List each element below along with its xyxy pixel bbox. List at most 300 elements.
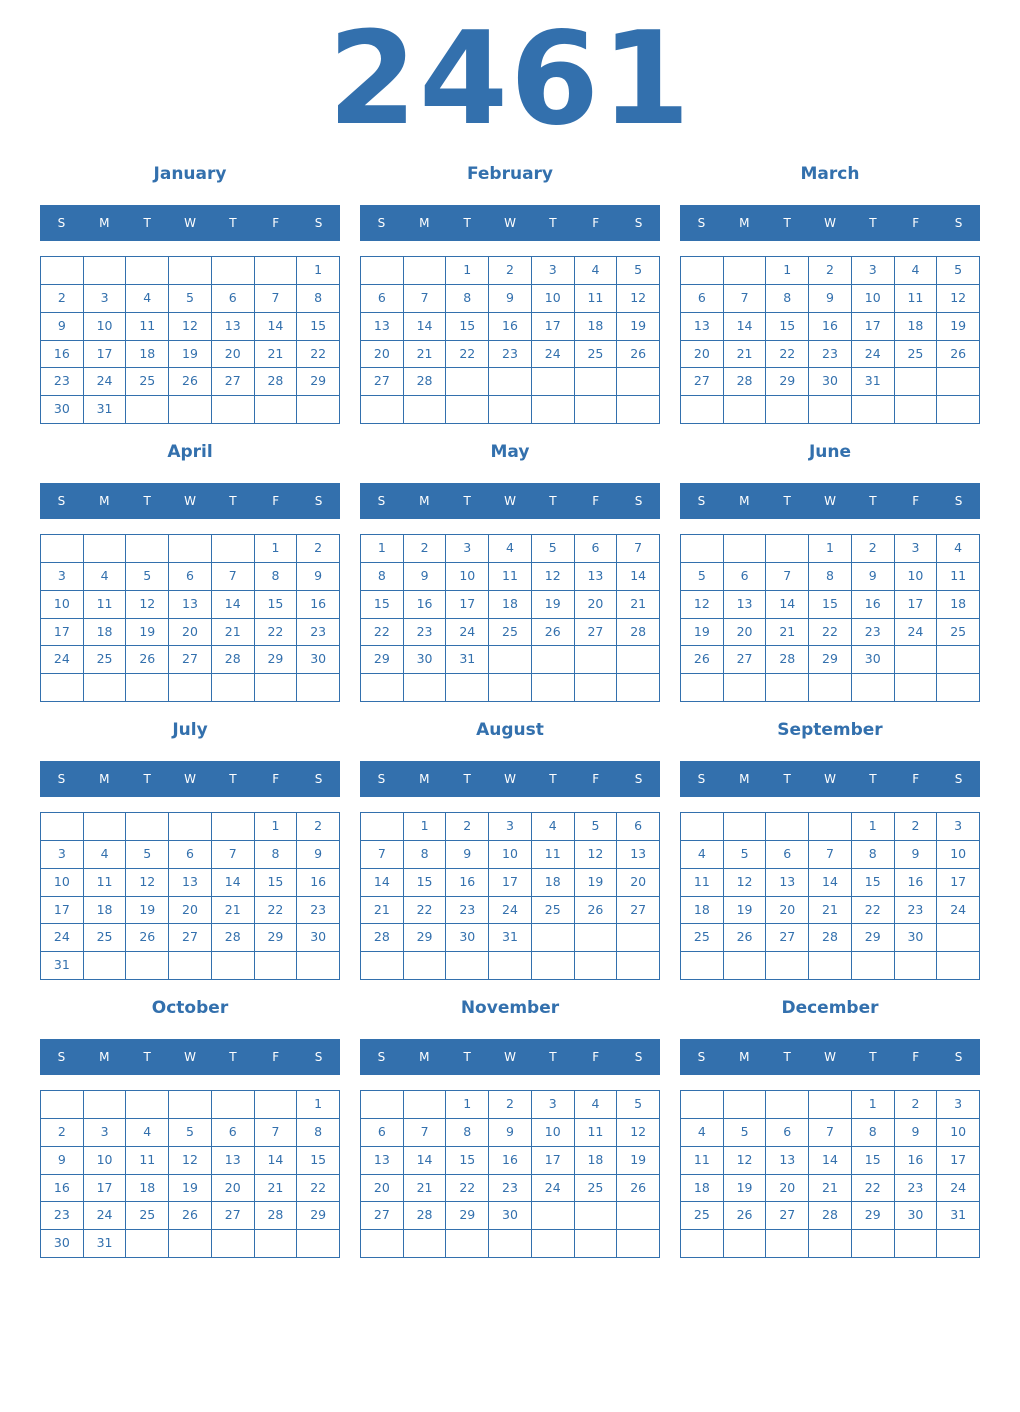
day-cell: 5: [126, 841, 169, 869]
day-cell: 22: [446, 341, 489, 369]
weekday-label: T: [229, 216, 237, 230]
day-cell: 1: [852, 1091, 895, 1119]
day-cell: 15: [297, 1147, 340, 1175]
day-cell: 11: [937, 563, 980, 591]
day-cell: 10: [937, 841, 980, 869]
day-cell: 21: [361, 897, 404, 925]
day-cell: 23: [41, 1202, 84, 1230]
empty-day-cell: [809, 813, 852, 841]
weekday-label: F: [912, 1050, 920, 1064]
empty-day-cell: [84, 674, 127, 702]
day-cell: 26: [617, 341, 660, 369]
weekday-header: [680, 761, 980, 797]
day-cell: 28: [212, 646, 255, 674]
weekday-label: W: [824, 216, 836, 230]
month-january: [40, 163, 340, 433]
day-cell: 31: [489, 924, 532, 952]
empty-day-cell: [84, 813, 127, 841]
day-cell: 7: [724, 285, 767, 313]
empty-day-cell: [126, 674, 169, 702]
day-grid: [40, 534, 340, 702]
month-april: [40, 441, 340, 711]
weekday-label: S: [954, 772, 963, 786]
day-cell: 30: [809, 368, 852, 396]
day-cell: 17: [41, 897, 84, 925]
day-cell: 14: [255, 1147, 298, 1175]
weekday-label: F: [912, 216, 920, 230]
empty-day-cell: [532, 674, 575, 702]
day-cell: 18: [84, 619, 127, 647]
day-cell: 25: [84, 924, 127, 952]
weekday-label: S: [634, 1050, 643, 1064]
weekday-label: T: [783, 494, 791, 508]
empty-day-cell: [681, 674, 724, 702]
weekday-label: T: [143, 1050, 151, 1064]
day-cell: 7: [809, 841, 852, 869]
weekday-header: [40, 761, 340, 797]
day-cell: 23: [489, 341, 532, 369]
day-cell: 16: [446, 869, 489, 897]
day-cell: 5: [724, 841, 767, 869]
day-cell: 11: [84, 591, 127, 619]
day-cell: 26: [126, 646, 169, 674]
empty-day-cell: [724, 396, 767, 424]
day-cell: 14: [361, 869, 404, 897]
empty-day-cell: [212, 1091, 255, 1119]
day-cell: 21: [766, 619, 809, 647]
empty-day-cell: [617, 924, 660, 952]
day-cell: 14: [809, 1147, 852, 1175]
month-february: [360, 163, 660, 433]
day-grid: [40, 812, 340, 980]
day-cell: 17: [489, 869, 532, 897]
day-cell: 16: [895, 869, 938, 897]
day-cell: 15: [297, 313, 340, 341]
day-cell: 1: [297, 1091, 340, 1119]
day-cell: 3: [937, 813, 980, 841]
day-cell: 10: [532, 285, 575, 313]
day-cell: 5: [169, 285, 212, 313]
day-cell: 1: [255, 813, 298, 841]
empty-day-cell: [617, 646, 660, 674]
empty-day-cell: [404, 952, 447, 980]
month-march: [680, 163, 980, 433]
empty-day-cell: [126, 535, 169, 563]
empty-day-cell: [617, 368, 660, 396]
day-cell: 12: [169, 1147, 212, 1175]
empty-day-cell: [681, 813, 724, 841]
empty-day-cell: [361, 1230, 404, 1258]
day-cell: 1: [361, 535, 404, 563]
weekday-label: T: [869, 772, 877, 786]
day-cell: 27: [766, 1202, 809, 1230]
day-cell: 20: [724, 619, 767, 647]
weekday-label: S: [314, 494, 323, 508]
day-cell: 18: [895, 313, 938, 341]
empty-day-cell: [937, 646, 980, 674]
weekday-header: [680, 1039, 980, 1075]
day-cell: 9: [446, 841, 489, 869]
empty-day-cell: [41, 813, 84, 841]
day-cell: 2: [297, 813, 340, 841]
empty-day-cell: [809, 1091, 852, 1119]
weekday-label: T: [783, 1050, 791, 1064]
weekday-label: S: [57, 216, 66, 230]
empty-day-cell: [84, 952, 127, 980]
weekday-label: S: [954, 1050, 963, 1064]
weekday-label: S: [697, 216, 706, 230]
day-cell: 8: [361, 563, 404, 591]
day-cell: 2: [895, 813, 938, 841]
empty-day-cell: [212, 535, 255, 563]
day-cell: 25: [126, 1202, 169, 1230]
day-cell: 20: [169, 897, 212, 925]
day-cell: 9: [297, 563, 340, 591]
empty-day-cell: [361, 257, 404, 285]
day-cell: 27: [212, 368, 255, 396]
day-cell: 24: [895, 619, 938, 647]
day-cell: 15: [255, 591, 298, 619]
day-cell: 22: [852, 1175, 895, 1203]
day-cell: 30: [297, 646, 340, 674]
empty-day-cell: [681, 535, 724, 563]
day-cell: 3: [532, 257, 575, 285]
empty-day-cell: [681, 396, 724, 424]
weekday-label: M: [419, 772, 430, 786]
day-cell: 15: [404, 869, 447, 897]
empty-day-cell: [489, 396, 532, 424]
empty-day-cell: [724, 952, 767, 980]
day-cell: 24: [41, 646, 84, 674]
day-cell: 7: [404, 285, 447, 313]
day-cell: 19: [724, 1175, 767, 1203]
empty-day-cell: [404, 674, 447, 702]
day-cell: 6: [681, 285, 724, 313]
weekday-label: S: [697, 1050, 706, 1064]
day-cell: 4: [575, 1091, 618, 1119]
day-cell: 12: [724, 869, 767, 897]
day-cell: 11: [126, 1147, 169, 1175]
day-cell: 23: [446, 897, 489, 925]
empty-day-cell: [404, 396, 447, 424]
weekday-label: W: [184, 1050, 196, 1064]
empty-day-cell: [766, 1091, 809, 1119]
month-name: June: [808, 442, 852, 462]
weekday-label: W: [824, 494, 836, 508]
day-cell: 17: [895, 591, 938, 619]
day-cell: 22: [404, 897, 447, 925]
empty-day-cell: [169, 396, 212, 424]
empty-day-cell: [766, 396, 809, 424]
day-cell: 8: [446, 285, 489, 313]
day-grid: [680, 256, 980, 424]
weekday-label: W: [504, 1050, 516, 1064]
empty-day-cell: [617, 1230, 660, 1258]
day-cell: 28: [404, 1202, 447, 1230]
day-cell: 16: [41, 1175, 84, 1203]
day-cell: 20: [681, 341, 724, 369]
empty-day-cell: [766, 813, 809, 841]
day-cell: 26: [617, 1175, 660, 1203]
day-cell: 10: [532, 1119, 575, 1147]
day-cell: 23: [895, 897, 938, 925]
empty-day-cell: [404, 1230, 447, 1258]
day-cell: 12: [126, 591, 169, 619]
day-cell: 10: [84, 1147, 127, 1175]
day-cell: 21: [255, 1175, 298, 1203]
day-cell: 18: [575, 313, 618, 341]
empty-day-cell: [895, 368, 938, 396]
day-cell: 5: [532, 535, 575, 563]
day-cell: 28: [212, 924, 255, 952]
weekday-label: S: [954, 494, 963, 508]
empty-day-cell: [84, 257, 127, 285]
day-cell: 26: [724, 924, 767, 952]
empty-day-cell: [404, 257, 447, 285]
empty-day-cell: [297, 1230, 340, 1258]
day-cell: 18: [126, 341, 169, 369]
day-cell: 15: [446, 1147, 489, 1175]
empty-day-cell: [681, 952, 724, 980]
month-name: September: [777, 720, 883, 740]
day-cell: 18: [681, 1175, 724, 1203]
day-grid: [360, 1090, 660, 1258]
day-cell: 9: [489, 1119, 532, 1147]
empty-day-cell: [724, 257, 767, 285]
month-august: [360, 719, 660, 989]
empty-day-cell: [41, 257, 84, 285]
day-cell: 28: [766, 646, 809, 674]
empty-day-cell: [255, 396, 298, 424]
weekday-label: M: [739, 494, 750, 508]
empty-day-cell: [532, 1230, 575, 1258]
day-cell: 20: [766, 897, 809, 925]
weekday-label: T: [463, 216, 471, 230]
weekday-label: S: [634, 216, 643, 230]
day-cell: 16: [297, 869, 340, 897]
day-grid: [360, 534, 660, 702]
day-cell: 20: [212, 341, 255, 369]
day-cell: 4: [489, 535, 532, 563]
day-cell: 13: [724, 591, 767, 619]
day-cell: 13: [212, 313, 255, 341]
day-cell: 19: [681, 619, 724, 647]
empty-day-cell: [489, 674, 532, 702]
day-cell: 22: [255, 897, 298, 925]
day-cell: 2: [446, 813, 489, 841]
day-grid: [680, 812, 980, 980]
month-december: [680, 997, 980, 1267]
day-cell: 7: [255, 285, 298, 313]
weekday-label: M: [99, 772, 110, 786]
empty-day-cell: [724, 1091, 767, 1119]
day-cell: 5: [169, 1119, 212, 1147]
day-cell: 8: [852, 841, 895, 869]
day-cell: 1: [766, 257, 809, 285]
day-cell: 27: [724, 646, 767, 674]
weekday-label: T: [783, 216, 791, 230]
empty-day-cell: [169, 952, 212, 980]
day-cell: 25: [575, 1175, 618, 1203]
day-cell: 5: [937, 257, 980, 285]
day-cell: 16: [41, 341, 84, 369]
weekday-header: [680, 483, 980, 519]
empty-day-cell: [575, 952, 618, 980]
weekday-label: T: [463, 772, 471, 786]
day-cell: 22: [852, 897, 895, 925]
day-cell: 14: [404, 1147, 447, 1175]
day-cell: 9: [852, 563, 895, 591]
year-title: 2461: [327, 5, 693, 154]
day-cell: 11: [84, 869, 127, 897]
day-cell: 26: [937, 341, 980, 369]
month-october: [40, 997, 340, 1267]
month-july: [40, 719, 340, 989]
day-cell: 8: [766, 285, 809, 313]
day-cell: 18: [489, 591, 532, 619]
weekday-label: T: [143, 216, 151, 230]
day-cell: 16: [489, 313, 532, 341]
weekday-label: T: [549, 1050, 557, 1064]
day-cell: 4: [937, 535, 980, 563]
empty-day-cell: [766, 952, 809, 980]
empty-day-cell: [937, 924, 980, 952]
day-cell: 24: [84, 368, 127, 396]
month-name: August: [476, 720, 544, 740]
day-cell: 9: [895, 1119, 938, 1147]
empty-day-cell: [852, 1230, 895, 1258]
empty-day-cell: [297, 396, 340, 424]
weekday-label: W: [184, 772, 196, 786]
empty-day-cell: [126, 1230, 169, 1258]
day-cell: 27: [361, 368, 404, 396]
month-name: February: [466, 164, 554, 184]
day-cell: 1: [809, 535, 852, 563]
day-cell: 4: [84, 563, 127, 591]
empty-day-cell: [681, 1230, 724, 1258]
weekday-label: F: [272, 494, 280, 508]
empty-day-cell: [809, 396, 852, 424]
day-cell: 27: [212, 1202, 255, 1230]
day-cell: 20: [617, 869, 660, 897]
day-cell: 21: [212, 897, 255, 925]
day-cell: 17: [532, 1147, 575, 1175]
month-june: [680, 441, 980, 711]
weekday-header: [40, 205, 340, 241]
day-cell: 25: [937, 619, 980, 647]
empty-day-cell: [489, 952, 532, 980]
day-cell: 30: [41, 1230, 84, 1258]
day-cell: 5: [126, 563, 169, 591]
day-cell: 11: [575, 285, 618, 313]
day-cell: 15: [809, 591, 852, 619]
day-cell: 7: [404, 1119, 447, 1147]
weekday-header: [40, 483, 340, 519]
day-cell: 2: [404, 535, 447, 563]
day-cell: 16: [852, 591, 895, 619]
empty-day-cell: [255, 952, 298, 980]
day-cell: 19: [169, 1175, 212, 1203]
weekday-header: [40, 1039, 340, 1075]
weekday-label: W: [824, 772, 836, 786]
day-cell: 2: [297, 535, 340, 563]
day-cell: 16: [489, 1147, 532, 1175]
day-cell: 12: [126, 869, 169, 897]
weekday-label: W: [184, 494, 196, 508]
day-cell: 6: [169, 841, 212, 869]
day-cell: 20: [169, 619, 212, 647]
day-cell: 27: [169, 924, 212, 952]
day-cell: 11: [681, 1147, 724, 1175]
day-cell: 19: [126, 619, 169, 647]
weekday-label: W: [504, 494, 516, 508]
month-name: November: [460, 998, 560, 1018]
empty-day-cell: [126, 1091, 169, 1119]
day-cell: 6: [724, 563, 767, 591]
day-cell: 24: [852, 341, 895, 369]
weekday-label: S: [57, 772, 66, 786]
day-cell: 31: [84, 396, 127, 424]
day-cell: 16: [895, 1147, 938, 1175]
empty-day-cell: [446, 396, 489, 424]
day-cell: 6: [766, 841, 809, 869]
day-cell: 22: [297, 341, 340, 369]
day-cell: 22: [255, 619, 298, 647]
day-cell: 24: [489, 897, 532, 925]
empty-day-cell: [446, 1230, 489, 1258]
day-cell: 20: [361, 341, 404, 369]
day-cell: 13: [169, 869, 212, 897]
weekday-label: T: [869, 494, 877, 508]
empty-day-cell: [169, 1091, 212, 1119]
day-cell: 13: [361, 1147, 404, 1175]
day-cell: 4: [681, 1119, 724, 1147]
weekday-label: M: [99, 494, 110, 508]
day-cell: 25: [84, 646, 127, 674]
empty-day-cell: [937, 396, 980, 424]
day-cell: 11: [489, 563, 532, 591]
day-cell: 19: [126, 897, 169, 925]
empty-day-cell: [766, 535, 809, 563]
weekday-label: S: [377, 1050, 386, 1064]
day-cell: 30: [895, 924, 938, 952]
empty-day-cell: [255, 674, 298, 702]
day-cell: 3: [489, 813, 532, 841]
day-cell: 13: [575, 563, 618, 591]
day-cell: 9: [297, 841, 340, 869]
weekday-header: [360, 205, 660, 241]
day-cell: 4: [84, 841, 127, 869]
day-cell: 14: [617, 563, 660, 591]
day-cell: 18: [126, 1175, 169, 1203]
day-cell: 23: [895, 1175, 938, 1203]
empty-day-cell: [724, 674, 767, 702]
day-cell: 29: [852, 924, 895, 952]
weekday-label: W: [504, 216, 516, 230]
weekday-label: S: [314, 216, 323, 230]
weekday-label: F: [592, 772, 600, 786]
day-cell: 30: [404, 646, 447, 674]
day-cell: 12: [617, 1119, 660, 1147]
day-cell: 21: [212, 619, 255, 647]
day-cell: 2: [41, 1119, 84, 1147]
day-cell: 6: [361, 1119, 404, 1147]
weekday-label: T: [783, 772, 791, 786]
weekday-label: F: [272, 216, 280, 230]
day-cell: 19: [532, 591, 575, 619]
empty-day-cell: [681, 1091, 724, 1119]
weekday-label: S: [314, 1050, 323, 1064]
